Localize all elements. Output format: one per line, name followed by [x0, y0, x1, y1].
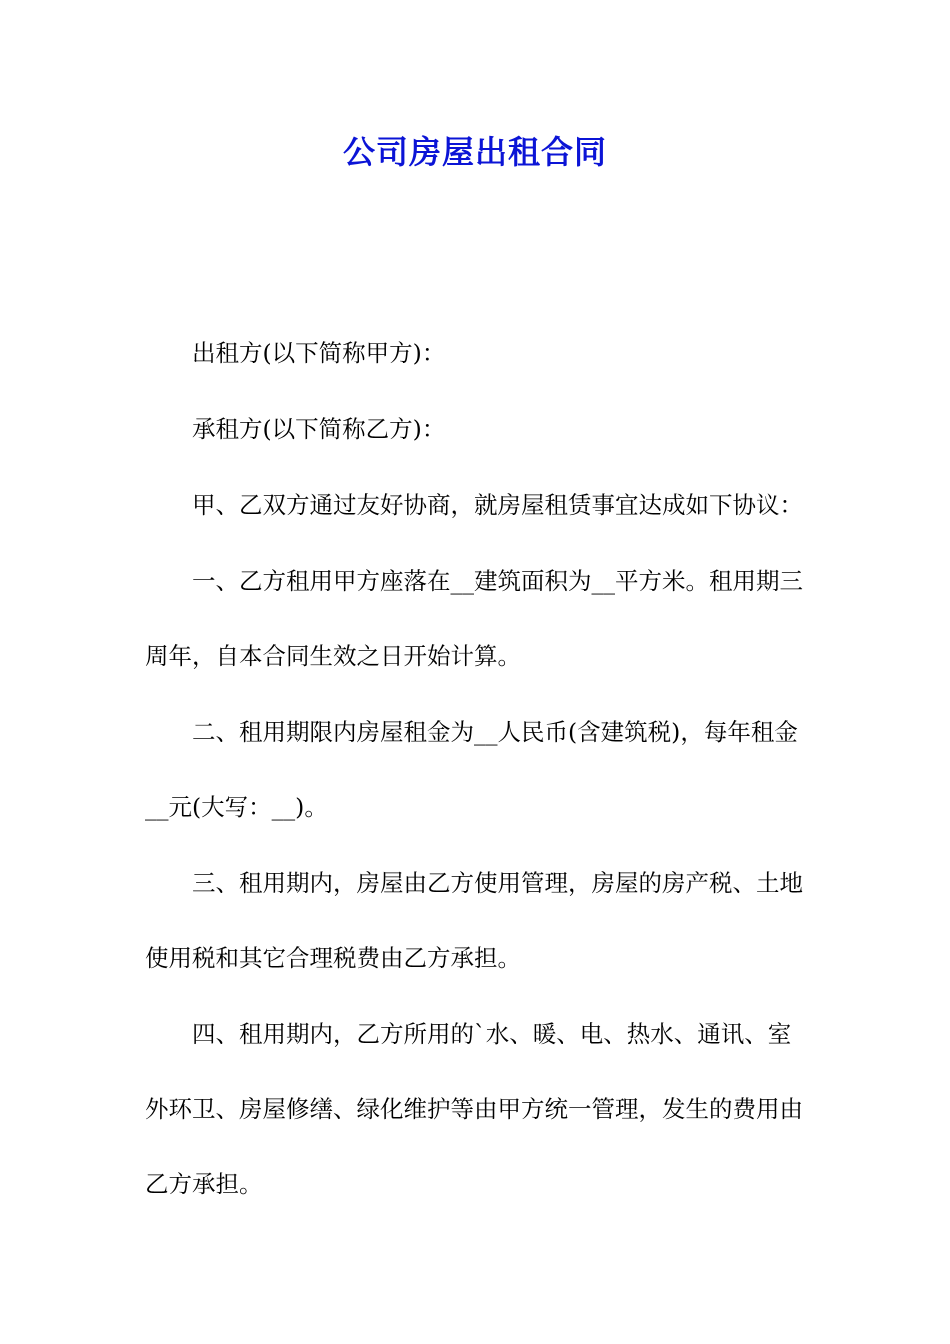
document-title: 公司房屋出租合同: [342, 133, 607, 171]
paragraph-clause-2: 二、租用期限内房屋租金为__人民币(含建筑税)，每年租金__元(大写：__)。: [145, 718, 798, 821]
paragraph-clause-4: 四、租用期内，乙方所用的`水、暖、电、热水、通讯、室外环卫、房屋修缮、绿化维护等由甲方统一管理，发生的费用由乙方承担。: [145, 1020, 803, 1198]
document-body: [145, 335, 807, 1222]
paragraph-lessee: 承租方(以下简称乙方)：: [192, 415, 446, 443]
paragraph-lessor: 出租方(以下简称甲方)：: [192, 339, 446, 367]
paragraph-agreement-intro: 甲、乙双方通过友好协商，就房屋租赁事宜达成如下协议：: [192, 491, 803, 519]
paragraph-clause-3: 三、租用期内，房屋由乙方使用管理，房屋的房产税、土地使用税和其它合理税费由乙方承担。: [145, 869, 803, 972]
paragraph-clause-1: 一、乙方租用甲方座落在__建筑面积为__平方米。租用期三周年，自本合同生效之日开始计算。: [145, 567, 803, 670]
